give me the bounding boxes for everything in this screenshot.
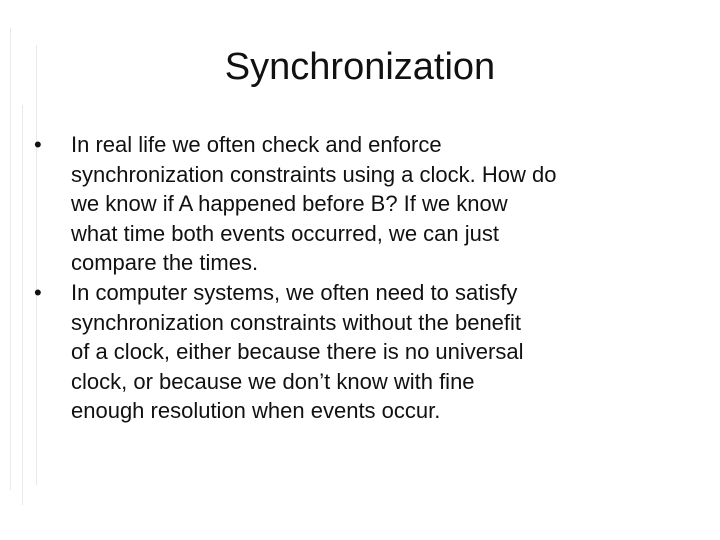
bullet-2-line-4: clock, or because we don’t know with fine (71, 368, 475, 394)
slide-title: Synchronization (224, 46, 496, 88)
bullet-list (34, 130, 714, 426)
bullet-1-line-3: we know if A happened before B? If we know (71, 191, 508, 217)
bullet-1-line-5: compare the times. (71, 250, 259, 276)
bullet-item-1 (34, 130, 714, 278)
bullet-icon: • (34, 279, 42, 305)
bullet-2-line-1: In computer systems, we often need to satisfy (71, 279, 518, 305)
bullet-item-2 (34, 278, 714, 426)
bullet-2-line-2: synchronization constraints without the benefit (71, 309, 522, 335)
bullet-2-line-5: enough resolution when events occur. (71, 398, 441, 424)
bullet-1-line-2: synchronization constraints using a clock. How do (71, 161, 557, 187)
decorative-left-line-2 (22, 105, 23, 505)
decorative-left-line-1 (10, 28, 11, 490)
bullet-1-line-4: what time both events occurred, we can just (71, 220, 499, 246)
bullet-1-line-1: In real life we often check and enforce (71, 132, 442, 157)
bullet-icon: • (34, 132, 42, 157)
bullet-2-line-3: of a clock, either because there is no universal (71, 339, 524, 365)
